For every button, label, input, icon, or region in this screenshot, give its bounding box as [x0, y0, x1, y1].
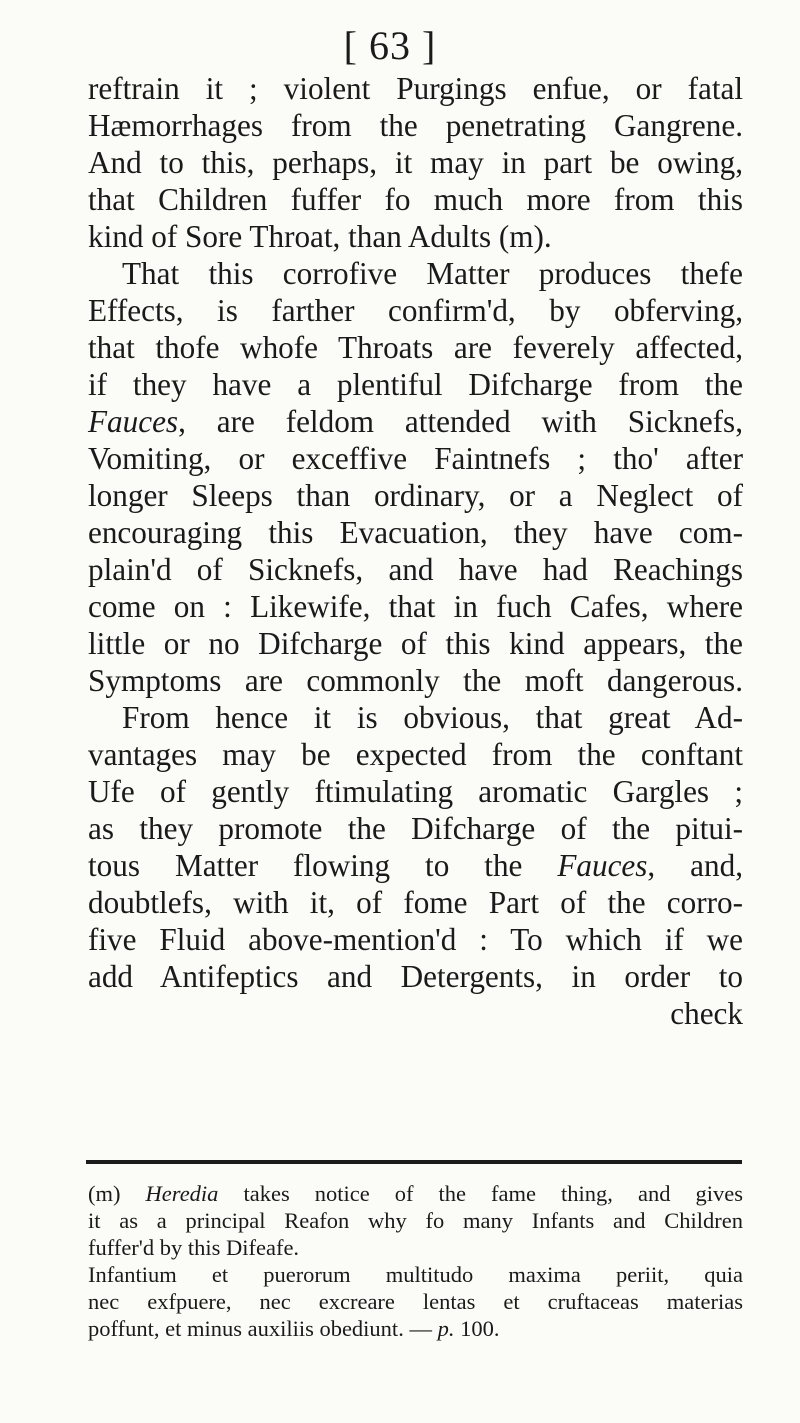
page-number: [ 63 ] — [343, 23, 437, 68]
text-line: That this corrofive Matter produces thefe — [122, 256, 743, 291]
text-line: come on : Likewife, that in fuch Cafes, where — [88, 589, 743, 624]
text-line: And to this, perhaps, it may in part be owing, — [88, 145, 743, 180]
text-line — [88, 847, 743, 884]
text-segment: poffunt, et minus auxiliis obediunt. — — [88, 1316, 438, 1341]
text-line: kind of Sore Throat, than Adults (m). — [88, 219, 552, 254]
text-segment: takes notice of the fame thing, and gives — [218, 1181, 743, 1206]
text-line: reftrain it ; violent Purgings enfue, or fatal — [88, 71, 743, 106]
text-line: longer Sleeps than ordinary, or a Neglect of — [88, 478, 743, 513]
text-line: that thofe whofe Throats are feverely affected, — [88, 330, 743, 365]
text-segment: , and, — [647, 848, 743, 883]
text-segment: 100. — [454, 1316, 500, 1341]
footnote-line — [88, 1315, 743, 1342]
footnote-line: it as a principal Reafon why fo many Infants and Children — [88, 1208, 743, 1233]
text-line: vantages may be expected from the conftant — [88, 737, 743, 772]
text-line: that Children fuffer fo much more from this — [88, 182, 743, 217]
text-segment: if they have a plentiful Difcharge from the — [88, 367, 743, 402]
footnote-line: Infantium et puerorum multitudo maxima periit, quia — [88, 1262, 743, 1287]
italic-text: p. — [437, 1316, 455, 1341]
italic-text: Fauces — [88, 404, 179, 439]
text-line: encouraging this Evacuation, they have com- — [88, 515, 743, 550]
text-line: Effects, is farther confirm'd, by obferving, — [88, 293, 743, 328]
text-segment: tous Matter flowing to the — [88, 848, 558, 883]
text-line: Ufe of gently ftimulating aromatic Gargles ; — [88, 774, 743, 809]
text-line: five Fluid above-mention'd : To which if we — [88, 922, 743, 957]
text-line: Hæmorrhages from the penetrating Gangrene. — [88, 108, 743, 143]
text-segment: , are feldom attended with Sicknefs, — [178, 404, 743, 439]
footnote-line — [88, 1180, 743, 1207]
main-text — [88, 70, 743, 1032]
italic-text: Fauces — [557, 848, 648, 883]
text-line: From hence it is obvious, that great Ad- — [122, 700, 743, 735]
footnote-line: fuffer'd by this Difeafe. — [88, 1235, 300, 1260]
text-line: check — [670, 996, 743, 1031]
footnote-divider — [86, 1160, 742, 1164]
text-line: add Antifeptics and Detergents, in order to — [88, 959, 743, 994]
text-line: plain'd of Sicknefs, and have had Reachings — [88, 552, 743, 587]
text-line — [88, 366, 743, 403]
text-line: little or no Difcharge of this kind appears, the — [88, 626, 743, 661]
text-segment: (m) — [88, 1181, 146, 1206]
text-line: as they promote the Difcharge of the pitui- — [88, 811, 743, 846]
text-line: Vomiting, or exceffive Faintnefs ; tho' after — [88, 441, 743, 476]
italic-text: Heredia — [145, 1181, 219, 1206]
text-line: Symptoms are commonly the moft dangerous. — [88, 663, 743, 698]
text-line — [88, 403, 743, 440]
footnote-line: nec exfpuere, nec excreare lentas et cruftaceas materias — [88, 1289, 743, 1314]
footnote-block — [88, 1180, 743, 1342]
text-line: doubtlefs, with it, of fome Part of the corro- — [88, 885, 743, 920]
